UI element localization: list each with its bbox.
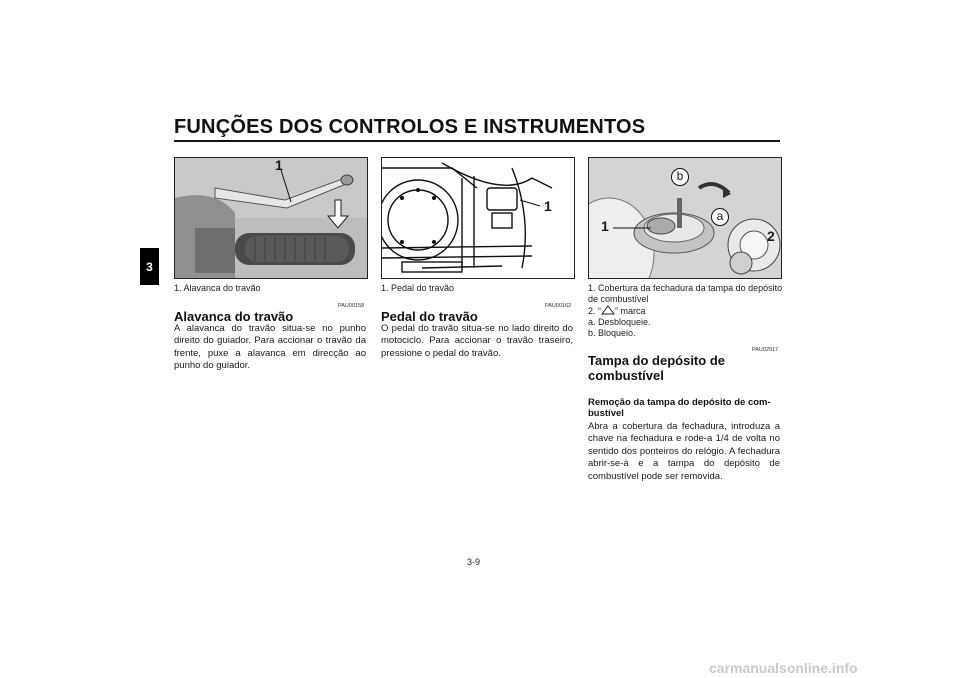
header-rule: [174, 140, 780, 142]
reference-code: PAU00162: [545, 303, 572, 309]
callout-b: b: [671, 168, 689, 186]
page-number: 3-9: [467, 557, 481, 567]
section-body: A alavanca do travão situa-se no punho direito do guiador. Para accionar o travão da frente, puxe a alavanca em direcção ao punho do guiador.: [174, 323, 366, 372]
section-body: O pedal do travão situa-se no lado direito do motociclo. Para accionar o travão traseiro, pressione o pedal do travão.: [381, 323, 573, 359]
section-subheading: Remoção da tampa do depósito de com- bustível: [588, 397, 771, 419]
callout-1: 1: [275, 157, 283, 173]
figure-brake-pedal: [381, 157, 575, 279]
section-heading: Pedal do travão: [381, 309, 478, 324]
section-heading: Tampa do depósito de combustível: [588, 353, 725, 383]
triangle-mark-icon: [601, 305, 615, 315]
section-body: Abra a cobertura da fechadura, introduza a chave na fechadura e rode-a 1/4 de volta no sentido dos ponteiros do relógio. A fechadura abrir-se-á e a tampa do depósito de combustível pode ser removida.: [588, 421, 780, 482]
chapter-tab: 3: [140, 248, 159, 285]
callout-1: 1: [544, 198, 552, 214]
page-header-title: FUNÇÕES DOS CONTROLOS E INSTRUMENTOS: [174, 116, 646, 138]
figure-caption: 1. Pedal do travão: [381, 283, 455, 293]
brake-lever-illustration: [175, 158, 367, 278]
callout-a: a: [711, 208, 729, 226]
section-heading: Alavanca do travão: [174, 309, 294, 324]
callout-1: 1: [601, 218, 609, 234]
watermark: carmanualsonline.info: [709, 660, 858, 676]
callout-2: 2: [767, 228, 775, 244]
figure-caption: 1. Cobertura da fechadura da tampa do depósito de combustível 2. “ ” marca a. Desbloqueie. b. Bloqueio.: [588, 283, 783, 338]
figure-brake-lever: [174, 157, 368, 279]
reference-code: PAU02917: [752, 347, 779, 353]
figure-fuel-tank-cap: [588, 157, 782, 279]
figure-caption: 1. Alavanca do travão: [174, 283, 261, 293]
brake-pedal-illustration: [382, 158, 574, 278]
reference-code: PAU00158: [338, 303, 365, 309]
